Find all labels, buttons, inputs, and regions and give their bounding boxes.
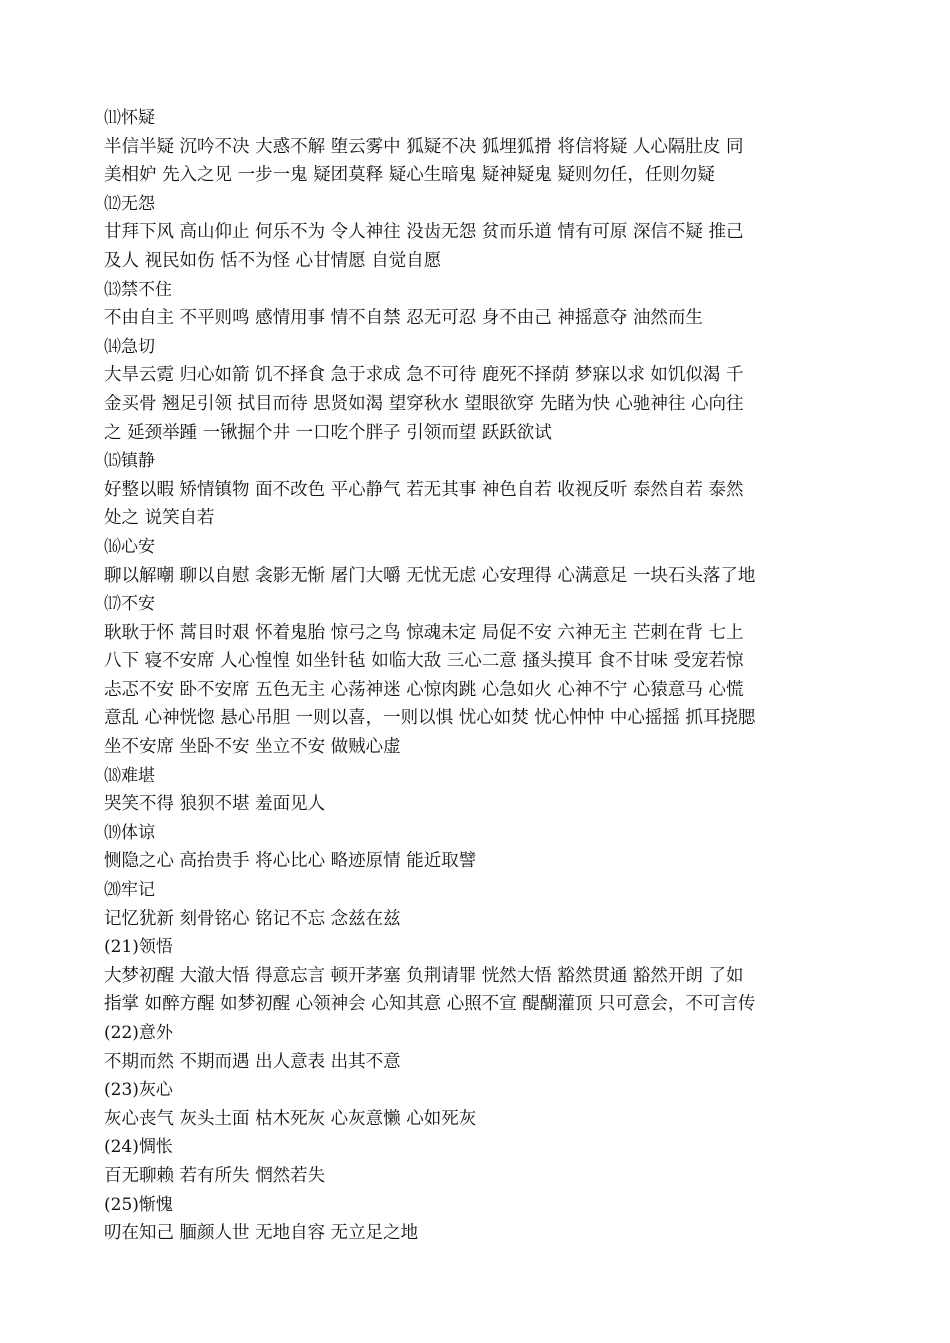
section-idiom-list xyxy=(104,361,852,447)
section-idiom-list xyxy=(104,1048,852,1077)
idiom-line: 八下 寝不安席 人心惶惶 如坐针毡 如临大敌 三心二意 搔头摸耳 食不甘味 受宠若惊 xyxy=(104,651,744,672)
section-heading: (22)意外 xyxy=(104,1023,173,1043)
section-idiom-list xyxy=(104,905,852,934)
section-heading: ⑾怀疑 xyxy=(104,108,155,128)
section-idiom-list xyxy=(104,847,852,876)
section-idiom-list xyxy=(104,304,852,333)
section-idiom-list xyxy=(104,562,852,591)
section-heading: ⑿无怨 xyxy=(104,193,155,214)
section-idiom-list xyxy=(104,619,852,762)
section-idiom-list xyxy=(104,218,852,275)
section-heading: ⒇牢记 xyxy=(104,880,155,901)
idiom-line: 半信半疑 沉吟不决 大惑不解 堕云雾中 狐疑不决 狐埋狐搰 将信将疑 人心隔肚皮 同 xyxy=(104,136,744,157)
idiom-line: 不期而然 不期而遇 出人意表 出其不意 xyxy=(104,1051,401,1072)
idiom-line: 好整以暇 矫情镇物 面不改色 平心静气 若无其事 神色自若 收视反听 泰然自若 泰然 xyxy=(104,479,744,500)
document-page xyxy=(104,104,852,1248)
idiom-line: 记忆犹新 刻骨铭心 铭记不忘 念兹在兹 xyxy=(104,908,401,929)
idiom-line: 哭笑不得 狼狈不堪 羞面见人 xyxy=(104,794,326,815)
idiom-line: 意乱 心神恍惚 悬心吊胆 一则以喜，一则以惧 忧心如焚 忧心忡忡 中心摇摇 抓耳挠腮 xyxy=(104,708,756,729)
idiom-line: 耿耿于怀 蒿目时艰 怀着鬼胎 惊弓之鸟 惊魂未定 局促不安 六神无主 芒刺在背 七上 xyxy=(104,622,744,643)
idiom-line: 美相妒 先入之见 一步一鬼 疑团莫释 疑心生暗鬼 疑神疑鬼 疑则勿任，任则勿疑 xyxy=(104,165,715,186)
section-heading: ⒃心安 xyxy=(104,536,155,557)
idiom-line: 甘拜下风 高山仰止 何乐不为 令人神往 没齿无怨 贫而乐道 情有可原 深信不疑 推己 xyxy=(104,222,744,243)
idiom-line: 大梦初醒 大澈大悟 得意忘言 顿开茅塞 负荆请罪 恍然大悟 豁然贯通 豁然开朗 了如 xyxy=(104,965,744,986)
section-idiom-list xyxy=(104,1162,852,1191)
section-heading: (23)灰心 xyxy=(104,1080,173,1101)
section-heading: (21)领悟 xyxy=(104,937,173,958)
section-heading: ⒄不安 xyxy=(104,594,155,615)
idiom-line: 指掌 如醉方醒 如梦初醒 心领神会 心知其意 心照不宣 醍醐灌顶 只可意会，不可言传 xyxy=(104,994,756,1015)
idiom-line: 百无聊赖 若有所失 惘然若失 xyxy=(104,1165,326,1186)
section-idiom-list xyxy=(104,1105,852,1134)
section-heading: (24)惆怅 xyxy=(104,1137,173,1158)
idiom-line: 灰心丧气 灰头土面 枯木死灰 心灰意懒 心如死灰 xyxy=(104,1108,477,1129)
idiom-line: 聊以解嘲 聊以自慰 衾影无惭 屠门大嚼 无忧无虑 心安理得 心满意足 一块石头落了地 xyxy=(104,565,756,586)
section-heading: ⒅难堪 xyxy=(104,765,155,786)
idiom-line: 金买骨 翘足引领 拭目而待 思贤如渴 望穿秋水 望眼欲穿 先睹为快 心驰神往 心向往 xyxy=(104,393,744,414)
idiom-line: 叨在知己 腼颜人世 无地自容 无立足之地 xyxy=(104,1223,419,1244)
section-idiom-list xyxy=(104,962,852,1019)
idiom-line: 处之 说笑自若 xyxy=(104,508,215,529)
section-idiom-list xyxy=(104,1219,852,1248)
section-heading: ⒀禁不住 xyxy=(104,279,172,300)
section-idiom-list xyxy=(104,476,852,533)
section-heading: (25)惭愧 xyxy=(104,1194,173,1215)
idiom-line: 之 延颈举踵 一锹掘个井 一口吃个胖子 引领而望 跃跃欲试 xyxy=(104,422,552,443)
idiom-line: 恻隐之心 高抬贵手 将心比心 略迹原情 能近取譬 xyxy=(104,851,477,872)
idiom-line: 及人 视民如伤 恬不为怪 心甘情愿 自觉自愿 xyxy=(104,250,442,271)
idiom-line: 大旱云霓 归心如箭 饥不择食 急于求成 急不可待 鹿死不择荫 梦寐以求 如饥似渴 千 xyxy=(104,365,744,386)
section-idiom-list xyxy=(104,790,852,819)
idiom-line: 忐忑不安 卧不安席 五色无主 心荡神迷 心惊肉跳 心急如火 心神不宁 心猿意马 心慌 xyxy=(104,679,744,700)
section-heading: ⒁急切 xyxy=(104,336,155,357)
section-heading: ⒂镇静 xyxy=(104,451,155,472)
idiom-line: 不由自主 不平则鸣 感情用事 情不自禁 忍无可忍 身不由己 神摇意夺 油然而生 xyxy=(104,308,703,329)
section-heading: ⒆体谅 xyxy=(104,822,155,843)
section-idiom-list xyxy=(104,133,852,190)
idiom-line: 坐不安席 坐卧不安 坐立不安 做贼心虚 xyxy=(104,737,401,758)
